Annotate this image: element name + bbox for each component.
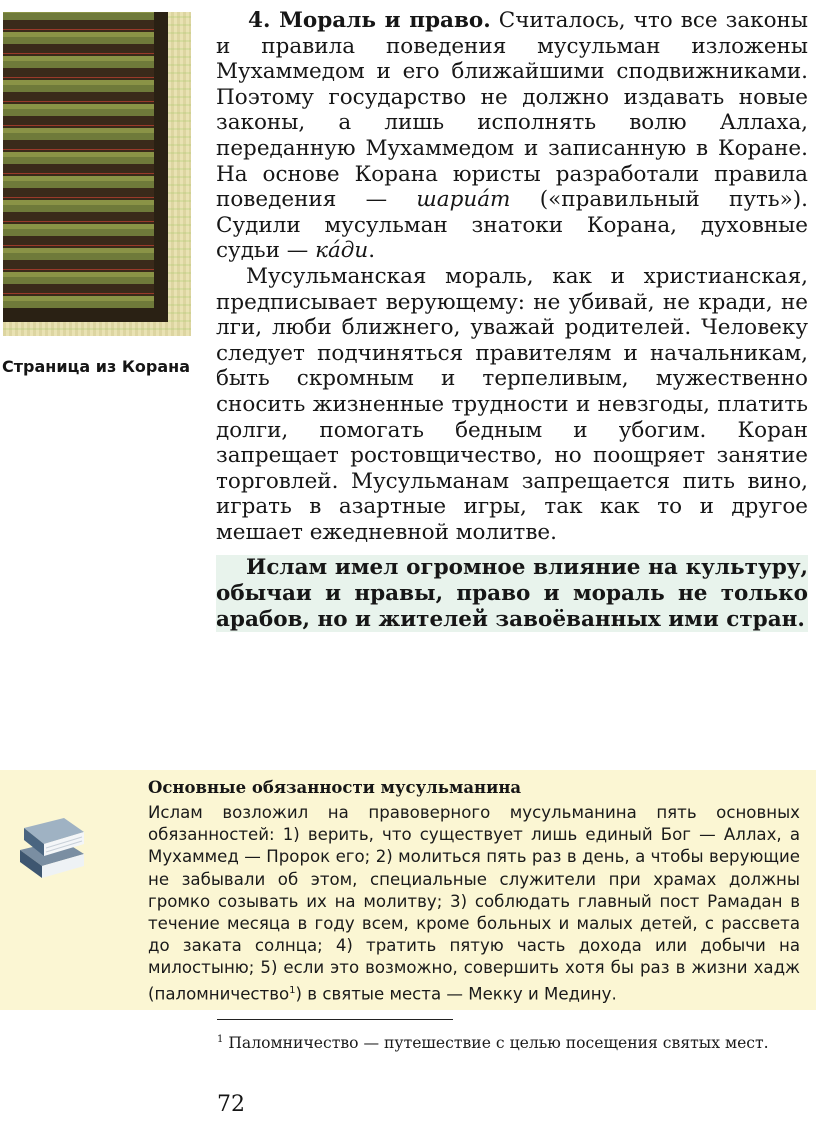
box-text [148, 802, 800, 1005]
quran-text-lines [3, 12, 154, 308]
footnote [217, 1030, 805, 1053]
info-box [0, 770, 816, 1010]
main-text [216, 8, 808, 632]
footnote-mark: 1 [217, 1034, 224, 1045]
paragraph-1-part-b: («правильный путь»). Судили мусульман знатоки Корана, духовные судьи — [216, 187, 808, 264]
paragraph-1-part-a: Считалось, что все законы и правила поведения мусульман изложены Мухаммедом и его ближайшими сподвижниками. Поэтому государство не должно издавать новые законы, а лишь исполнять волю Аллаха, переданную Мухаммедом и записанную в Коране. На основе Корана юристы разработали правила поведения — [216, 8, 808, 213]
footnote-reference[interactable]: 1 [289, 984, 296, 996]
paragraph-2: Мусульманская мораль, как и христианская, предписывает верующему: не убивай, не кради, не лги, люби ближнего, уважай родителей. Человеку следует подчиняться правителям и начальникам, быть скромным и терпеливым, мужественно сносить жизненные трудности и невзгоды, платить долги, помогать бедным и убогим. Коран запрещает ростовщичество, но поощряет занятие торговлей. Мусульманам запрещается пить вино, играть в азартные игры, так как то и другое мешает ежедневной молитве. [216, 263, 808, 545]
footnote-divider [217, 1019, 453, 1020]
figure-caption: Страница из Корана [2, 357, 191, 376]
conclusion-paragraph: Ислам имел огромное влияние на культуру, обычаи и нравы, право и мораль не только арабов, но и жителей завоёванных ими стран. [216, 555, 808, 632]
box-text-part-b: ) в святые места — Мекку и Медину. [295, 984, 617, 1004]
quran-page-image [3, 12, 191, 336]
books-icon [16, 806, 88, 882]
paragraph-1 [216, 8, 808, 264]
box-text-part-a: Ислам возложил на правоверного мусульманина пять основных обязанностей: 1) верить, что существует лишь единый Бог — Аллах, а Мухаммед — Пророк его; 2) молиться пять раз в день, а чтобы верующие не забывали об этом, специальные служители при храмах должны громко созывать их на молитву; 3) соблюдать главный пост Рамадан в течение месяца в году всем, кроме больных и малых детей, с рассвета до заката солнца; 4) тратить пятую часть дохода или добычи на милостыню; 5) если это возможно, совершить хотя бы раз в жизни хадж (паломничество [148, 803, 800, 1004]
box-title: Основные обязанности мусульманина [148, 778, 522, 797]
page-number: 72 [217, 1092, 245, 1117]
paragraph-1-part-c: . [368, 238, 376, 264]
footnote-text: Паломничество — путешествие с целью посещения святых мест. [223, 1034, 769, 1053]
quran-ornamental-frame [3, 12, 168, 322]
term-shariat: шариа́т [416, 187, 511, 213]
term-kadi: ка́ди [315, 238, 369, 264]
section-heading: 4. Мораль и право. [248, 8, 491, 33]
